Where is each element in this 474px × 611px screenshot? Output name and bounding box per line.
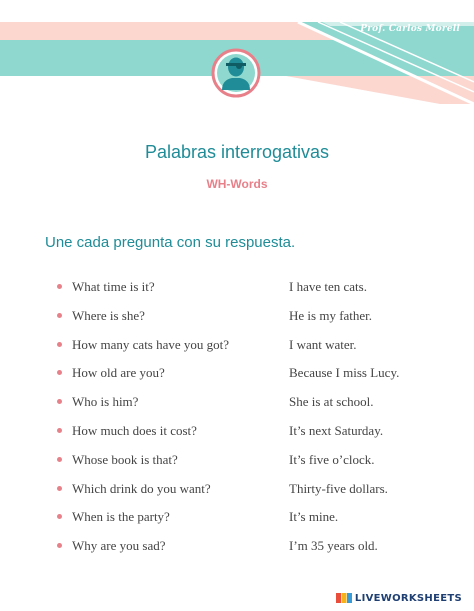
list-item (0, 478, 474, 507)
avatar (213, 50, 259, 96)
question-text[interactable]: When is the party? (72, 509, 170, 525)
liveworksheets-logo[interactable] (336, 591, 462, 605)
list-item (0, 420, 474, 449)
list-item (0, 276, 474, 305)
instruction-text: Une cada pregunta con su respuesta. (45, 234, 296, 251)
bullet-icon (57, 342, 62, 347)
answer-text[interactable]: Thirty-five dollars. (289, 480, 388, 496)
list-item (0, 362, 474, 391)
question-text[interactable]: How many cats have you got? (72, 336, 230, 352)
bullet-icon (57, 284, 62, 289)
bullet-icon (57, 543, 62, 548)
matching-list (0, 276, 474, 564)
bullet-icon (57, 370, 62, 375)
brand-name: LIVEWORKSHEETS (354, 592, 462, 604)
bullet-icon (57, 428, 62, 433)
answer-text[interactable]: Because I miss Lucy. (289, 365, 400, 381)
bullet-icon (57, 399, 62, 404)
bullet-icon (57, 486, 62, 491)
question-text[interactable]: Whose book is that? (72, 451, 178, 467)
question-text[interactable]: Where is she? (72, 307, 145, 323)
bullet-icon (57, 457, 62, 462)
answer-text[interactable]: It’s next Saturday. (289, 422, 384, 438)
answer-text[interactable]: I want water. (289, 336, 357, 352)
header-background (0, 0, 474, 110)
page-title: Palabras interrogativas (144, 142, 330, 162)
answer-text[interactable]: It’s mine. (289, 509, 339, 525)
page-subtitle: WH-Words (206, 177, 268, 191)
list-item (0, 506, 474, 535)
bullet-icon (57, 514, 62, 519)
bullet-icon (57, 313, 62, 318)
question-text[interactable]: Which drink do you want? (72, 480, 211, 496)
liveworksheets-logo-icon (336, 591, 352, 605)
list-item (0, 391, 474, 420)
list-item (0, 305, 474, 334)
author-label: Prof. Carlos Morell (360, 24, 460, 34)
question-text[interactable]: Who is him? (72, 394, 139, 410)
answer-text[interactable]: She is at school. (289, 394, 374, 410)
answer-text[interactable]: He is my father. (289, 307, 373, 323)
list-item (0, 449, 474, 478)
answer-text[interactable]: I have ten cats. (289, 279, 367, 294)
question-text[interactable]: Why are you sad? (72, 538, 166, 554)
header-banner (0, 0, 474, 110)
list-item (0, 535, 474, 564)
question-text[interactable]: How old are you? (72, 365, 165, 381)
question-text[interactable]: What time is it? (72, 279, 155, 294)
answer-text[interactable]: It’s five o’clock. (289, 451, 375, 467)
question-text[interactable]: How much does it cost? (72, 422, 197, 438)
list-item (0, 334, 474, 363)
answer-text[interactable]: I’m 35 years old. (289, 538, 378, 554)
